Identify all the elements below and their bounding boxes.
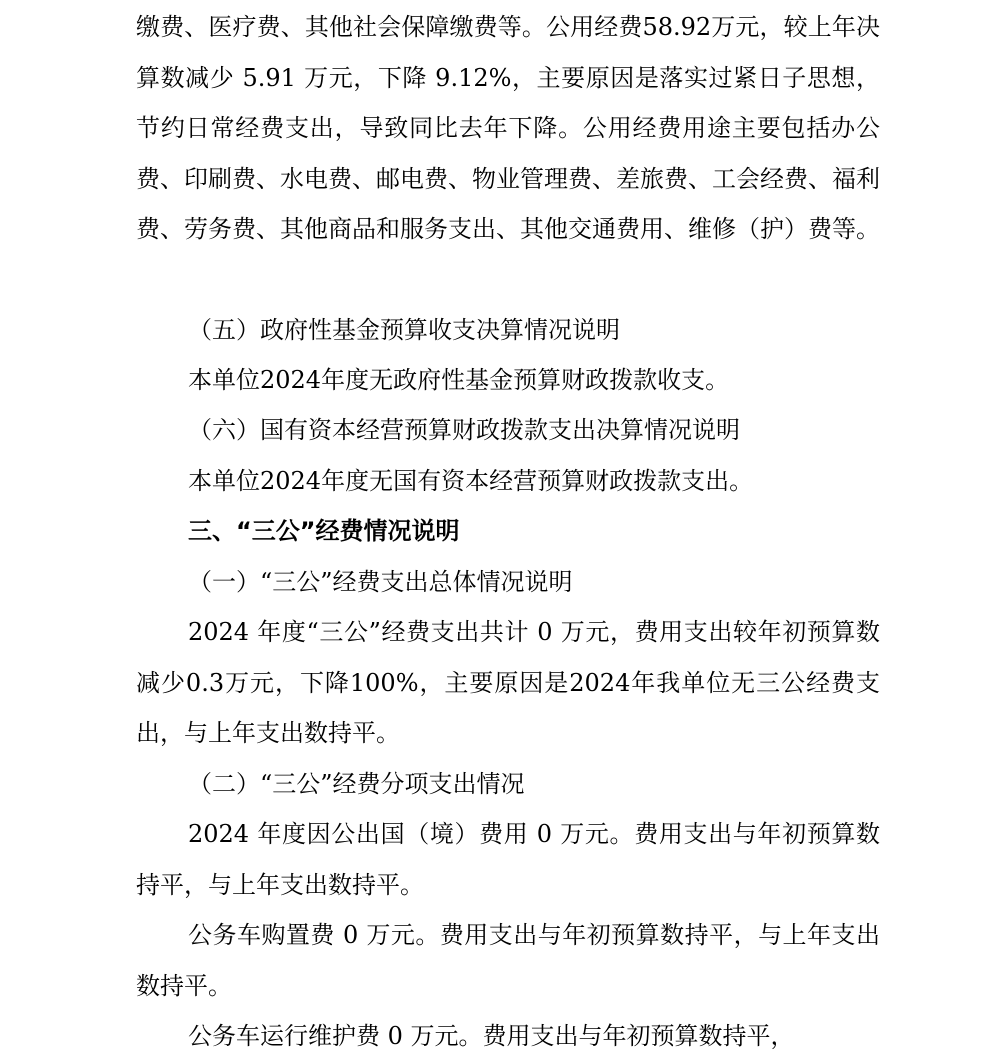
paragraph-government-fund: 本单位2024年度无政府性基金预算财政拨款收支。 (188, 366, 730, 394)
subheading-three-public-items: （二）“三公”经费分项支出情况 (188, 770, 525, 798)
subheading-three-public-overall: （一）“三公”经费支出总体情况说明 (188, 568, 573, 596)
paragraph-overseas-travel: 2024 年度因公出国（境）费用 0 万元。费用支出与年初预算数持平，与上年支出数持平。 (136, 820, 880, 899)
paragraph-public-expenses: 缴费、医疗费、其他社会保障缴费等。公用经费58.92万元，较上年决算数减少 5.91 万元，下降 9.12%，主要原因是落实过紧日子思想，节约日常经费支出，导致同比去年下降。公用经费用途主要包括办公费、印刷费、水电费、邮电费、物业管理费、差旅费、工会经费、福利费、劳务费、其他商品和服务支出、其他交通费用、维修（护）费等。 (136, 13, 880, 243)
paragraph-three-public-overall: 2024 年度“三公”经费支出共计 0 万元，费用支出较年初预算数减少0.3万元，下降100%，主要原因是2024年我单位无三公经费支出，与上年支出数持平。 (136, 618, 880, 747)
paragraph-state-capital: 本单位2024年度无国有资本经营预算财政拨款支出。 (188, 467, 754, 495)
paragraph-vehicle-purchase: 公务车购置费 0 万元。费用支出与年初预算数持平，与上年支出数持平。 (136, 921, 880, 1000)
paragraph-vehicle-maintenance: 公务车运行维护费 0 万元。费用支出与年初预算数持平， (188, 1022, 795, 1050)
section-heading-three-public: 三、“三公”经费情况说明 (188, 517, 460, 545)
subheading-government-fund: （五）政府性基金预算收支决算情况说明 (188, 316, 620, 344)
subheading-state-capital: （六）国有资本经营预算财政拨款支出决算情况说明 (188, 416, 740, 444)
